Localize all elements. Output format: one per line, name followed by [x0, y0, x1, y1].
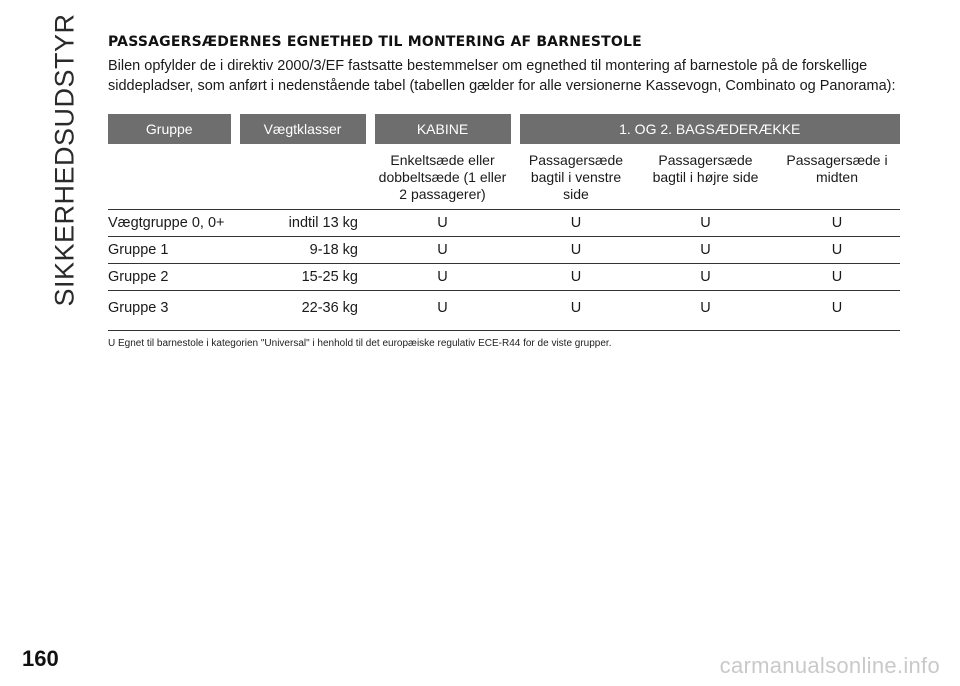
- table-row: [108, 210, 900, 237]
- cell-value: U: [774, 291, 900, 331]
- cell-weight: 15-25 kg: [235, 264, 370, 291]
- page-content: [108, 34, 900, 349]
- header-gruppe: Gruppe: [108, 114, 235, 144]
- cell-value: U: [515, 264, 637, 291]
- cell-value: U: [370, 210, 515, 237]
- cell-value: U: [515, 210, 637, 237]
- table-footnote: U Egnet til barnestole i kategorien "Universal" i henhold til det europæiske regulativ ECE-R44 for de viste grupper.: [108, 338, 612, 349]
- cell-value: U: [774, 237, 900, 264]
- cell-value: U: [515, 291, 637, 331]
- page-number: 160: [22, 646, 59, 671]
- cell-value: U: [637, 291, 774, 331]
- cell-value: U: [637, 264, 774, 291]
- intro-paragraph: Bilen opfylder de i direktiv 2000/3/EF fastsatte bestemmelser om egnethed til montering af barnestole på de forskellige siddepladser, som anført i nedenstående tabel (tabellen gælder for alle versionerne Kassevogn, Combinato og Panorama):: [108, 58, 896, 94]
- cell-value: U: [370, 237, 515, 264]
- section-heading: PASSAGERSÆDERNES EGNETHED TIL MONTERING AF BARNESTOLE: [108, 34, 642, 50]
- subheader-cell: [108, 144, 235, 210]
- subheader-cell: Passagersæde bagtil i højre side: [637, 144, 774, 210]
- child-seat-table: [108, 114, 900, 331]
- section-side-title: [40, 13, 90, 307]
- subheader-cell: Passagersæde i midten: [774, 144, 900, 210]
- table-header-row: [108, 114, 900, 144]
- cell-value: U: [774, 264, 900, 291]
- subheader-cell: Passagersæde bagtil i venstre side: [515, 144, 637, 210]
- cell-weight: 9-18 kg: [235, 237, 370, 264]
- header-vaegtklasser: Vægtklasser: [235, 114, 370, 144]
- cell-value: U: [515, 237, 637, 264]
- table-row: [108, 291, 900, 331]
- cell-group: Gruppe 3: [108, 291, 235, 331]
- cell-value: U: [637, 210, 774, 237]
- subheader-cell: Enkeltsæde eller dobbeltsæde (1 eller 2 passagerer): [370, 144, 515, 210]
- cell-weight: 22-36 kg: [235, 291, 370, 331]
- header-kabine: KABINE: [370, 114, 515, 144]
- cell-value: U: [370, 291, 515, 331]
- cell-group: Vægtgruppe 0, 0+: [108, 210, 235, 237]
- table-row: [108, 237, 900, 264]
- cell-weight: indtil 13 kg: [235, 210, 370, 237]
- cell-value: U: [774, 210, 900, 237]
- section-side-title-text: SIKKERHEDSUDSTYR: [49, 13, 80, 307]
- watermark: carmanualsonline.info: [719, 653, 940, 678]
- table-subheader-row: [108, 144, 900, 210]
- cell-value: U: [637, 237, 774, 264]
- subheader-cell: [235, 144, 370, 210]
- cell-group: Gruppe 1: [108, 237, 235, 264]
- header-bagsaederaekke: 1. OG 2. BAGSÆDERÆKKE: [515, 114, 900, 144]
- table-row: [108, 264, 900, 291]
- cell-group: Gruppe 2: [108, 264, 235, 291]
- cell-value: U: [370, 264, 515, 291]
